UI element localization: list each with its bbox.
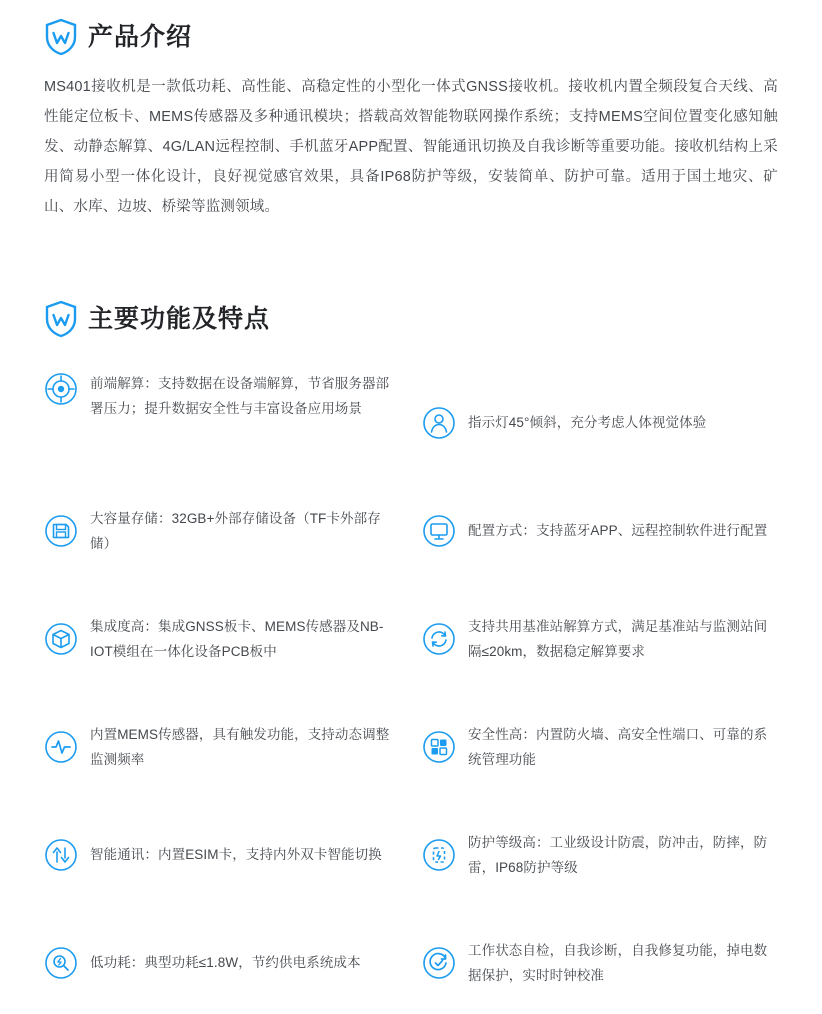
monitor-icon — [422, 514, 456, 548]
feature-item — [422, 474, 778, 582]
feature-item — [422, 798, 778, 906]
feature-item — [44, 474, 400, 582]
cube-icon — [44, 622, 78, 656]
swap-icon — [44, 838, 78, 872]
feature-item — [44, 798, 400, 906]
pulse-icon — [44, 730, 78, 764]
feature-text: 支持共用基准站解算方式，满足基准站与监测站间隔≤20km，数据稳定解算要求 — [468, 618, 768, 659]
feature-text: 内置MEMS传感器，具有触发功能，支持动态调整监测频率 — [90, 726, 390, 767]
feature-text: 工作状态自检，自我诊断，自我修复功能，掉电数据保护，实时时钟校准 — [468, 942, 768, 983]
main-features-title: 主要功能及特点 — [88, 304, 271, 333]
feature-item — [44, 690, 400, 798]
share-icon — [422, 622, 456, 656]
feature-item — [44, 582, 400, 690]
shield-icon — [44, 300, 78, 338]
product-intro-heading — [44, 18, 778, 56]
feature-text: 前端解算：支持数据在设备端解算，节省服务器部署压力；提升数据安全性与丰富设备应用场景 — [90, 376, 390, 416]
target-icon — [44, 372, 78, 406]
product-intro-body: MS401接收机是一款低功耗、高性能、高稳定性的小型化一体式GNSS接收机。接收机内置全频段复合天线、高性能定位板卡、MEMS传感器及多种通讯模块；搭载高效智能物联网操作系统；支持MEMS空间位置变化感知触发、动静态解算、4G/LAN远程控制、手机蓝牙APP配置、智能通讯切换及自我诊断等重要功能。接收机结构上采用简易小型一体化设计，良好视觉感官效果，具备IP68防护等级，安装简单、防护可靠。适用于国土地灾、矿山、水库、边坡、桥梁等监测领域。 — [44, 79, 778, 215]
feature-item — [422, 906, 778, 1014]
feature-text: 智能通讯：内置ESIM卡，支持内外双卡智能切换 — [90, 847, 382, 862]
lowpower-icon — [44, 946, 78, 980]
feature-text: 大容量存储：32GB+外部存储设备（TF卡外部存储） — [90, 510, 381, 551]
feature-item — [44, 366, 400, 474]
feature-item — [44, 906, 400, 1014]
check-circle-icon — [422, 946, 456, 980]
feature-text: 集成度高：集成GNSS板卡、MEMS传感器及NB-IOT模组在一体化设备PCB板中 — [90, 618, 384, 659]
feature-text: 指示灯45°倾斜，充分考虑人体视觉体验 — [468, 415, 707, 430]
product-intro-title: 产品介绍 — [88, 22, 193, 51]
feature-item — [422, 690, 778, 798]
main-features-heading — [44, 300, 778, 338]
person-icon — [422, 406, 456, 440]
blocks-icon — [422, 730, 456, 764]
feature-item — [422, 366, 778, 474]
feature-item — [422, 582, 778, 690]
feature-text: 防护等级高：工业级设计防震，防冲击，防摔，防雷，IP68防护等级 — [468, 834, 768, 875]
shock-icon — [422, 838, 456, 872]
storage-icon — [44, 514, 78, 548]
feature-text: 低功耗：典型功耗≤1.8W，节约供电系统成本 — [90, 955, 361, 970]
feature-text: 配置方式：支持蓝牙APP、远程控制软件进行配置 — [468, 523, 768, 538]
features-grid — [44, 366, 778, 1014]
shield-icon — [44, 18, 78, 56]
feature-text: 安全性高：内置防火墙、高安全性端口、可靠的系统管理功能 — [468, 726, 768, 767]
